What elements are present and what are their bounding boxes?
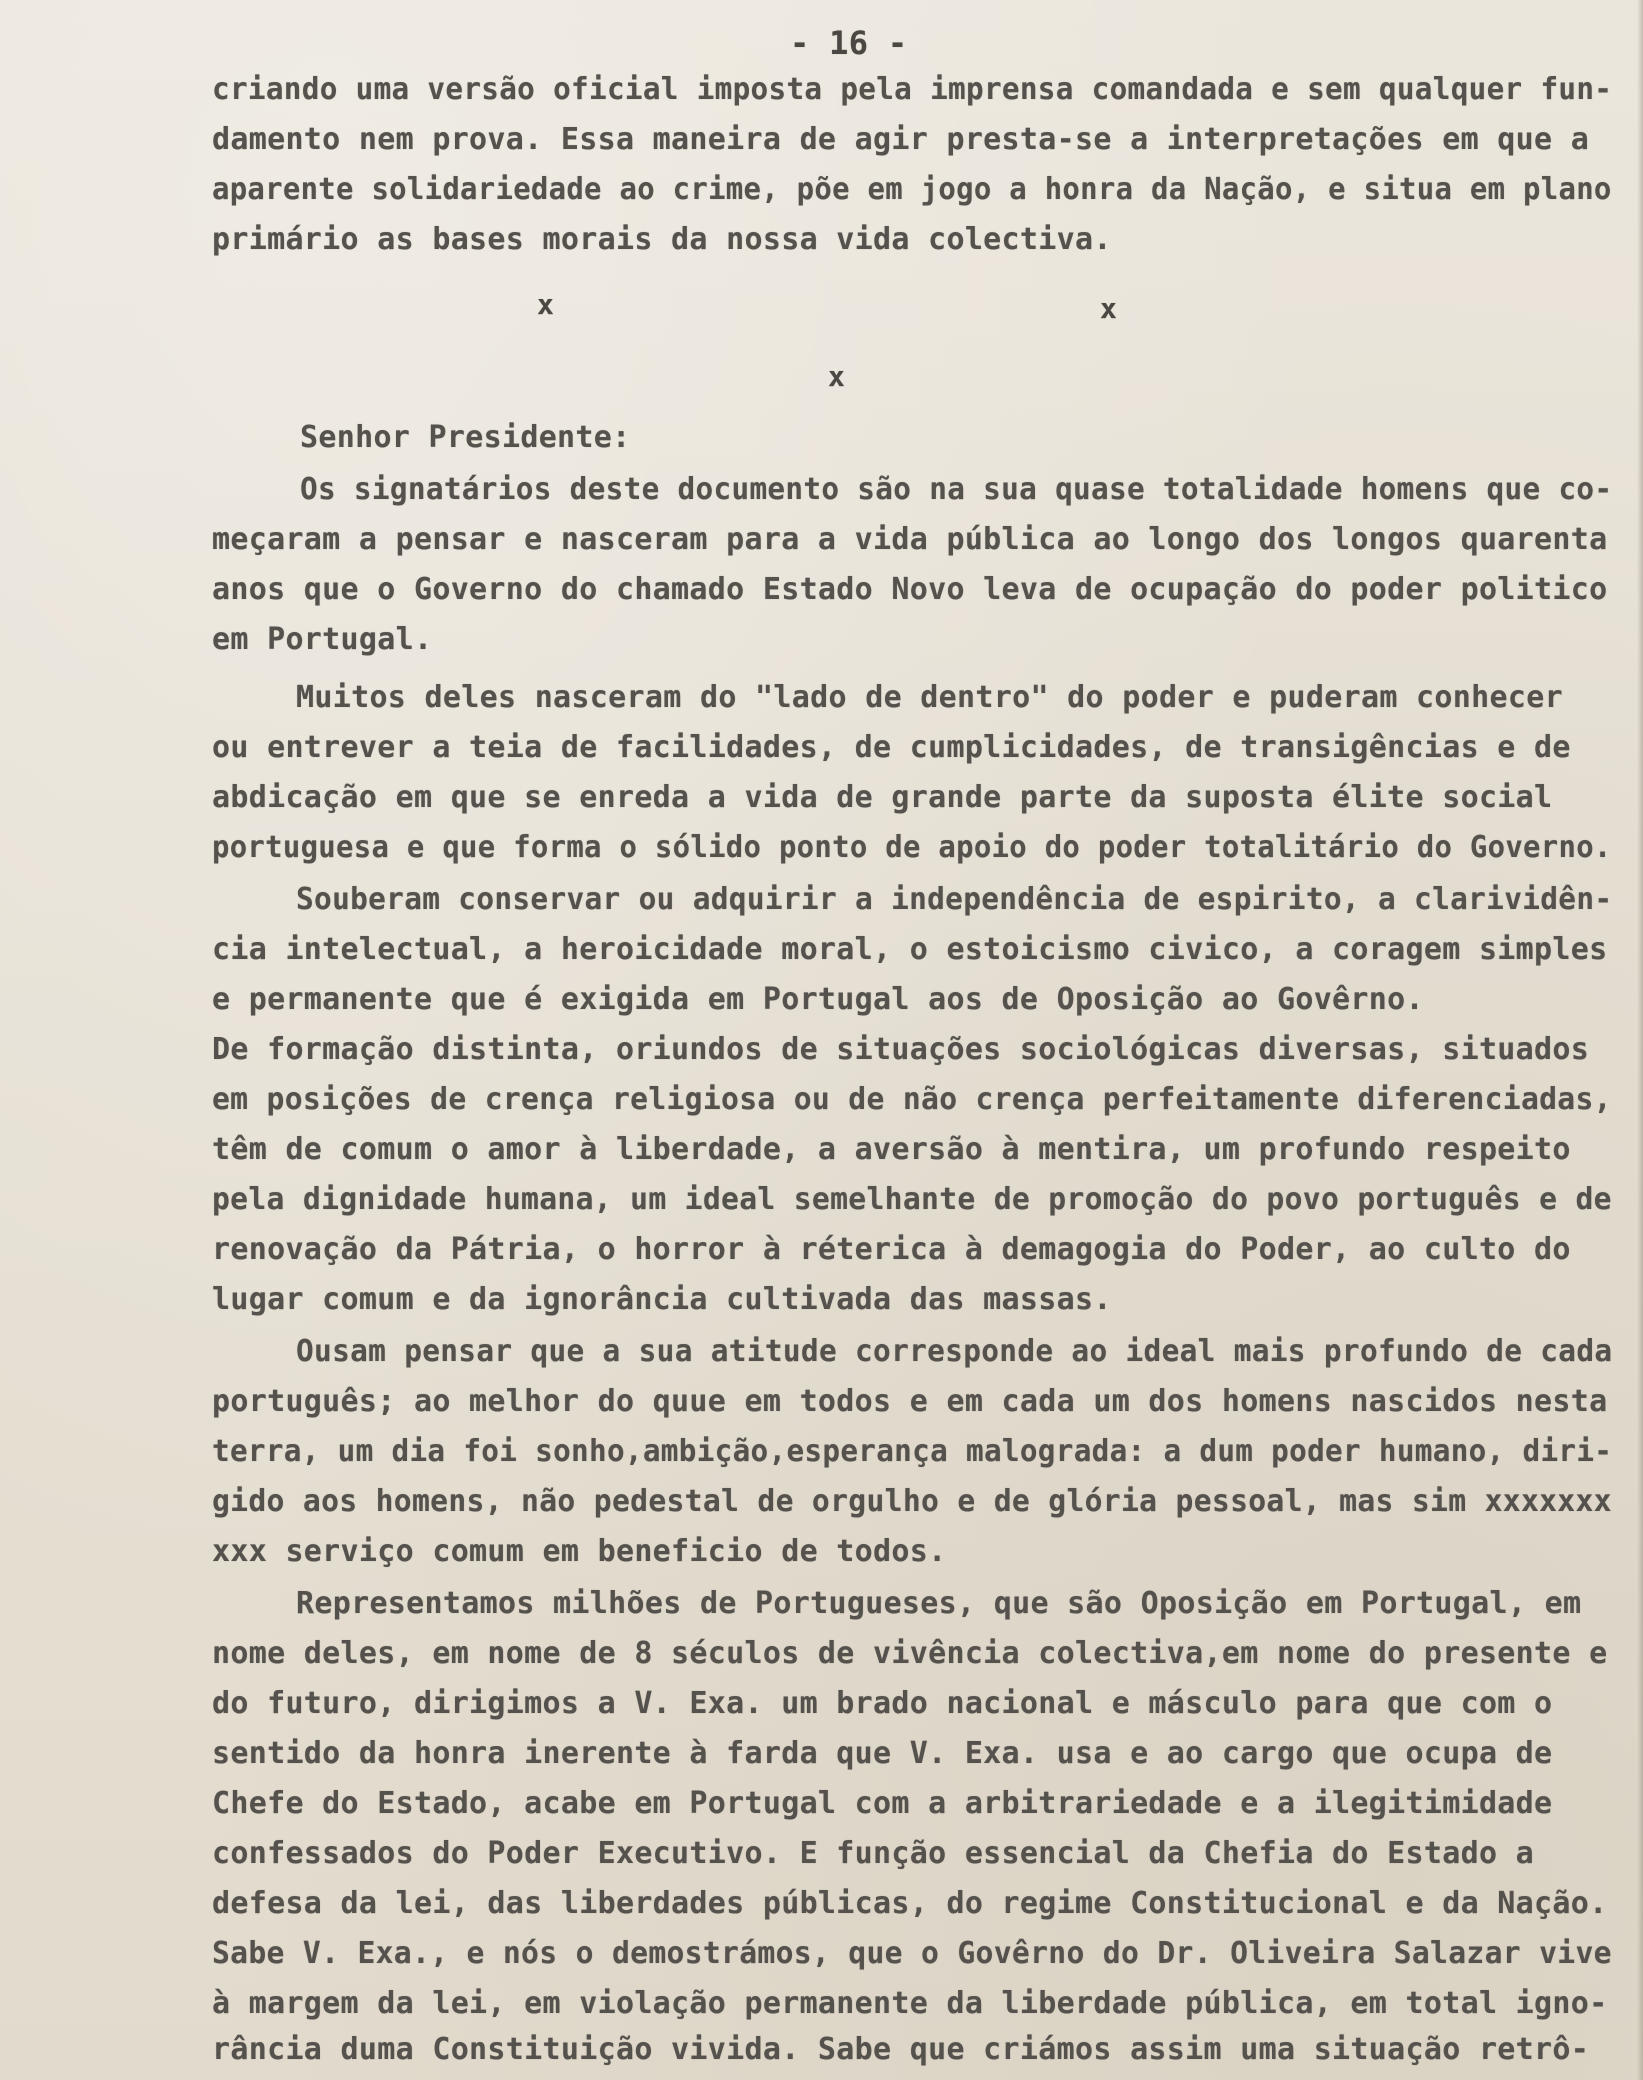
text-line: aparente solidariedade ao crime, põe em jogo a honra da Nação, e situa em plano [212,172,1612,207]
separator-mark-center: x [828,360,846,393]
text-line: à margem da lei, em violação permanente da liberdade pública, em total igno- [212,1986,1608,2021]
text-line: De formação distinta, oriundos de situações sociológicas diversas, situados [212,1032,1590,1067]
text-line: portuguesa e que forma o sólido ponto de apoio do poder totalitário do Governo. [212,830,1612,865]
text-line: anos que o Governo do chamado Estado Novo leva de ocupação do poder politico [212,572,1608,607]
text-line: em posições de crença religiosa ou de não crença perfeitamente diferenciadas, [212,1082,1612,1117]
text-line: damento nem prova. Essa maneira de agir presta-se a interpretações em que a [212,122,1590,157]
text-line: Muitos deles nasceram do "lado de dentro" do poder e puderam conhecer [296,680,1563,715]
text-line: e permanente que é exigida em Portugal aos de Oposição ao Govêrno. [212,982,1424,1017]
text-line: Os signatários deste documento são na sua quase totalidade homens que co- [300,472,1613,507]
text-line: têm de comum o amor à liberdade, a aversão à mentira, um profundo respeito [212,1132,1571,1167]
text-line: em Portugal. [212,622,433,657]
salutation: Senhor Presidente: [300,420,631,455]
text-line: português; ao melhor do quue em todos e em cada um dos homens nascidos nesta [212,1384,1608,1419]
text-line: Chefe do Estado, acabe em Portugal com a arbitrariedade e a ilegitimidade [212,1786,1553,1821]
text-line: abdicação em que se enreda a vida de grande parte da suposta élite social [212,780,1553,815]
text-line: sentido da honra inerente à farda que V. Exa. usa e ao cargo que ocupa de [212,1736,1553,1771]
text-line: Representamos milhões de Portugueses, que são Oposição em Portugal, em [296,1586,1582,1621]
text-line: rância duma Constituição vivida. Sabe que criámos assim uma situação retrô- [212,2032,1590,2067]
text-line: Souberam conservar ou adquirir a independência de espirito, a clarividên- [296,882,1613,917]
text-line: nome deles, em nome de 8 séculos de vivência colectiva,em nome do presente e [212,1636,1608,1671]
text-line: Ousam pensar que a sua atitude corresponde ao ideal mais profundo de cada [296,1334,1613,1369]
page-edge-shadow [1637,0,1643,2080]
text-line: gido aos homens, não pedestal de orgulho e de glória pessoal, mas sim xxxxxxx [212,1484,1612,1519]
text-line: xxx serviço comum em beneficio de todos. [212,1534,947,1569]
text-line: defesa da lei, das liberdades públicas, do regime Constitucional e da Nação. [212,1886,1608,1921]
text-line: cia intelectual, a heroicidade moral, o estoicismo civico, a coragem simples [212,932,1608,967]
text-line: confessados do Poder Executivo. E função essencial da Chefia do Estado a [212,1836,1535,1871]
text-line: ou entrever a teia de facilidades, de cumplicidades, de transigências e de [212,730,1571,765]
text-line: Sabe V. Exa., e nós o demostrámos, que o Govêrno do Dr. Oliveira Salazar vive [212,1936,1612,1971]
text-line: meçaram a pensar e nasceram para a vida pública ao longo dos longos quarenta [212,522,1608,557]
text-line: do futuro, dirigimos a V. Exa. um brado nacional e másculo para que com o [212,1686,1553,1721]
text-line: criando uma versão oficial imposta pela imprensa comandada e sem qualquer fun- [212,72,1613,107]
text-line: renovação da Pátria, o horror à réterica à demagogia do Poder, ao culto do [212,1232,1571,1267]
page-number: - 16 - [790,24,908,62]
separator-mark-right: x [1100,292,1118,325]
text-line: lugar comum e da ignorância cultivada das massas. [212,1282,1112,1317]
text-line: primário as bases morais da nossa vida colectiva. [212,222,1112,257]
text-line: pela dignidade humana, um ideal semelhante de promoção do povo português e de [212,1182,1612,1217]
text-line: terra, um dia foi sonho,ambição,esperança malograda: a dum poder humano, diri- [212,1434,1613,1469]
separator-mark-left: x [537,288,555,321]
